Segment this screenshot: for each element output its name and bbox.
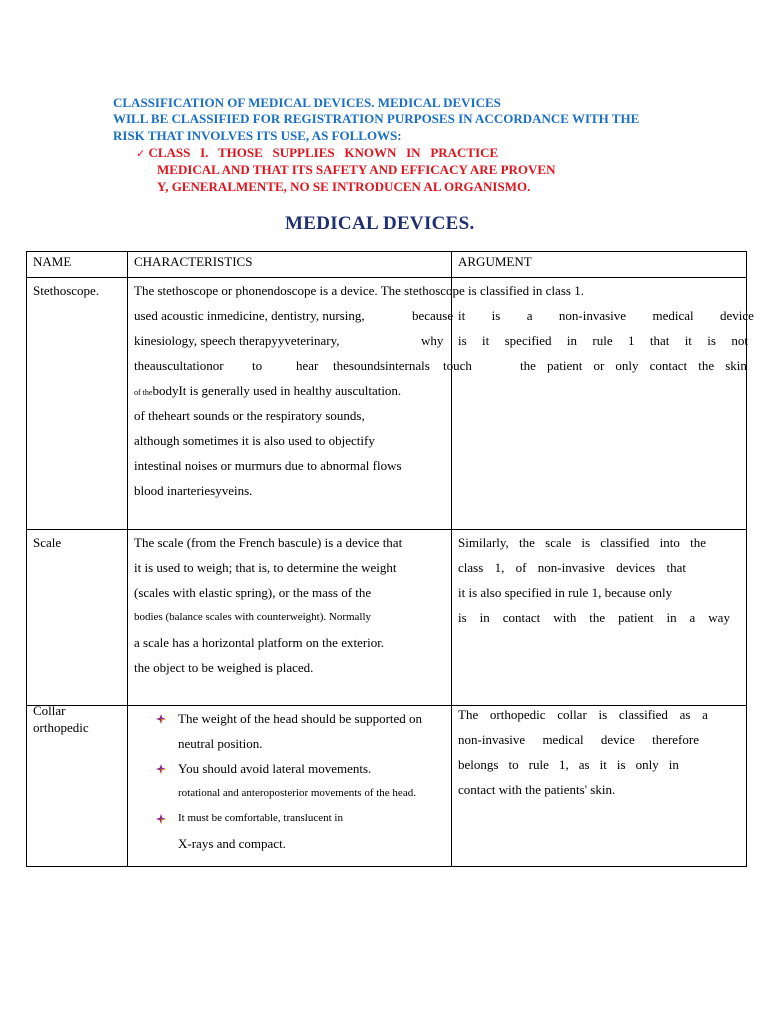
arg-word: the [690, 535, 706, 550]
arg-word: in [668, 757, 679, 772]
arg-word: devices [616, 560, 656, 575]
char-line-2b: because [412, 308, 454, 323]
arg-word: is [581, 535, 591, 550]
header-cell-characteristics [128, 252, 452, 278]
arg-word: medical [652, 308, 694, 323]
arg-word: 1, [558, 757, 569, 772]
arg-word: only [635, 757, 659, 772]
arg-word: contact [649, 358, 688, 373]
arg-word: that [666, 560, 686, 575]
device-name-collar-line-1: Collar [33, 703, 66, 718]
char-line-6: the object to be weighed is placed. [134, 660, 314, 675]
header-name: NAME [33, 254, 72, 269]
char-line-6: of theheart sounds or the respiratory sounds, [134, 408, 365, 423]
arg-word: the [589, 610, 606, 625]
header-argument: ARGUMENT [458, 254, 532, 269]
arg-line-3 [458, 328, 748, 353]
arg-word: is [616, 757, 626, 772]
char-line-3: (scales with elastic spring), or the mass of the [134, 585, 372, 600]
header-line-2: WILL BE CLASSIFIED FOR REGISTRATION PURPOSES IN ACCORDANCE WITH THE [113, 111, 640, 126]
header-cell-argument [452, 252, 747, 278]
char-line-9: blood inarteriesyveins. [134, 483, 253, 498]
bullet-icon [156, 714, 166, 724]
arg-word: only [615, 358, 639, 373]
arg-word: of [515, 560, 527, 575]
char-line-2a: used acoustic inmedicine, dentistry, nursing, [134, 308, 365, 323]
char-line-4: bodies (balance scales with counterweight). Normally [134, 611, 372, 623]
arg-line-2 [458, 727, 699, 752]
argument-cell-collar [452, 706, 747, 867]
char-line-4c: hear [296, 358, 319, 373]
class-line-2: MEDICAL AND THAT ITS SAFETY AND EFFICACY ARE PROVEN [157, 162, 556, 177]
header-characteristics: CHARACTERISTICS [134, 254, 253, 269]
arg-word: Similarly, [458, 535, 509, 550]
name-cell-collar [27, 703, 128, 867]
arg-word: is [491, 308, 501, 323]
arg-word: 1, [494, 560, 505, 575]
arg-word: in [479, 610, 490, 625]
name-cell-stethoscope [27, 278, 128, 530]
characteristics-cell-collar [128, 706, 452, 867]
char-line-5a: of the [134, 388, 153, 397]
device-name-collar [33, 702, 89, 736]
device-name-stethoscope: Stethoscope. [33, 283, 100, 298]
table-row-scale [27, 530, 747, 706]
class-line-1-text: CLASS I. THOSE SUPPLIES KNOWN IN PRACTICE [148, 145, 499, 160]
char-line-5: a scale has a horizontal platform on the exterior. [134, 635, 385, 650]
arg-line-4: contact with the patients' skin. [458, 782, 616, 797]
bullet-icon [156, 814, 166, 824]
checkmark-icon: ✓ [136, 147, 146, 160]
medical-devices-table [26, 251, 754, 867]
collar-bullet-2-line-1: You should avoid lateral movements. [178, 761, 372, 776]
arg-line-2 [458, 555, 686, 580]
arg-word: patient [546, 358, 583, 373]
arg-word: device [720, 308, 754, 323]
arg-word: the [698, 358, 715, 373]
char-line-4b: to [252, 358, 263, 373]
arg-word: skin [725, 358, 747, 373]
arg-word: therefore [652, 732, 699, 747]
arg-word: it [482, 333, 490, 348]
arg-word: the [519, 535, 535, 550]
table-row-stethoscope [27, 278, 747, 530]
arg-line-1 [458, 702, 708, 727]
char-line-5 [134, 378, 401, 405]
arg-word: it [458, 308, 466, 323]
arg-line-3 [458, 752, 679, 777]
class-line-1 [136, 145, 498, 161]
arg-word: non-invasive [458, 732, 526, 747]
table-header-row [27, 252, 747, 278]
arg-word: is [458, 333, 467, 348]
arg-word: it [684, 333, 692, 348]
header-line-1: CLASSIFICATION OF MEDICAL DEVICES. MEDICAL DEVICES [113, 95, 501, 110]
arg-word: in [666, 610, 677, 625]
arg-word: contact [502, 610, 541, 625]
arg-word: classified [618, 707, 668, 722]
arg-line-1 [458, 530, 706, 555]
arg-word: the [520, 358, 536, 373]
arg-word: is [707, 333, 716, 348]
collar-bullet-1-line-2: neutral position. [178, 736, 263, 751]
class-line-3: Y, GENERALMENTE, NO SE INTRODUCEN AL ORGANISMO. [157, 179, 531, 194]
arg-word: device [600, 732, 635, 747]
arg-line-4 [520, 353, 747, 378]
arg-word: as [578, 757, 590, 772]
arg-word: or [593, 358, 605, 373]
collar-bullet-1-line-1: The weight of the head should be supported on [178, 711, 423, 726]
arg-word: scale [545, 535, 572, 550]
arg-word: rule [528, 757, 549, 772]
arg-word: collar [557, 707, 587, 722]
char-line-1: The stethoscope or phonendoscope is a device. The stethoscope is classified in class 1. [134, 283, 584, 298]
arg-word: a [702, 707, 708, 722]
char-line-8: intestinal noises or murmurs due to abnormal flows [134, 458, 402, 473]
arg-word: that [649, 333, 670, 348]
arg-word: classified [600, 535, 650, 550]
argument-cell-scale [452, 530, 747, 706]
name-cell-scale [27, 530, 128, 706]
arg-word: rule [592, 333, 613, 348]
char-line-2: it is used to weigh; that is, to determine the weight [134, 560, 397, 575]
arg-word: medical [542, 732, 584, 747]
arg-word: is [598, 707, 608, 722]
char-line-3a: kinesiology, speech therapyyveterinary, [134, 333, 340, 348]
arg-line-4 [458, 605, 730, 630]
char-line-3b: why [421, 333, 444, 348]
arg-word: non-invasive [537, 560, 605, 575]
arg-word: not [731, 333, 748, 348]
char-line-5b: bodyIt is generally used in healthy auscultation. [152, 383, 402, 398]
arg-word: patient [618, 610, 654, 625]
char-line-4d: thesoundsinternals [333, 358, 430, 373]
arg-word: The [458, 707, 479, 722]
arg-word: in [566, 333, 578, 348]
device-name-scale: Scale [33, 535, 62, 550]
arg-line-2 [458, 303, 754, 328]
section-title: MEDICAL DEVICES. [285, 213, 475, 234]
arg-word: with [553, 610, 577, 625]
table-row-collar [27, 706, 747, 867]
arg-word: belongs [458, 757, 499, 772]
char-line-4a: theauscultationor [134, 358, 224, 373]
arg-word: class [458, 560, 484, 575]
arg-word: 1 [627, 333, 635, 348]
char-line-1: The scale (from the French bascule) is a device that [134, 535, 403, 550]
arg-word: orthopedic [489, 707, 546, 722]
arg-word: to [508, 757, 519, 772]
device-name-collar-line-2: orthopedic [33, 720, 89, 735]
characteristics-cell-scale [128, 530, 452, 706]
char-line-4e: touch [443, 358, 472, 373]
arg-word: non-invasive [558, 308, 627, 323]
bullet-icon [156, 764, 166, 774]
arg-word: into [659, 535, 680, 550]
argument-cell-stethoscope [452, 278, 754, 530]
arg-line-3: it is also specified in rule 1, because only [458, 585, 673, 600]
header-cell-name [27, 252, 128, 278]
arg-word: as [679, 707, 691, 722]
header-line-3: RISK THAT INVOLVES ITS USE, AS FOLLOWS: [113, 128, 402, 143]
arg-word: specified [504, 333, 552, 348]
arg-word: way [708, 610, 730, 625]
arg-word: is [458, 610, 467, 625]
arg-word: a [526, 308, 533, 323]
arg-word: it [599, 757, 607, 772]
collar-bullet-2-line-2: rotational and anteroposterior movements of the head. [178, 787, 416, 799]
char-line-7: although sometimes it is also used to objectify [134, 433, 375, 448]
collar-bullet-3-line-2: X-rays and compact. [178, 836, 286, 851]
collar-bullet-3-line-1: It must be comfortable, translucent in [178, 812, 343, 824]
arg-word: a [689, 610, 696, 625]
